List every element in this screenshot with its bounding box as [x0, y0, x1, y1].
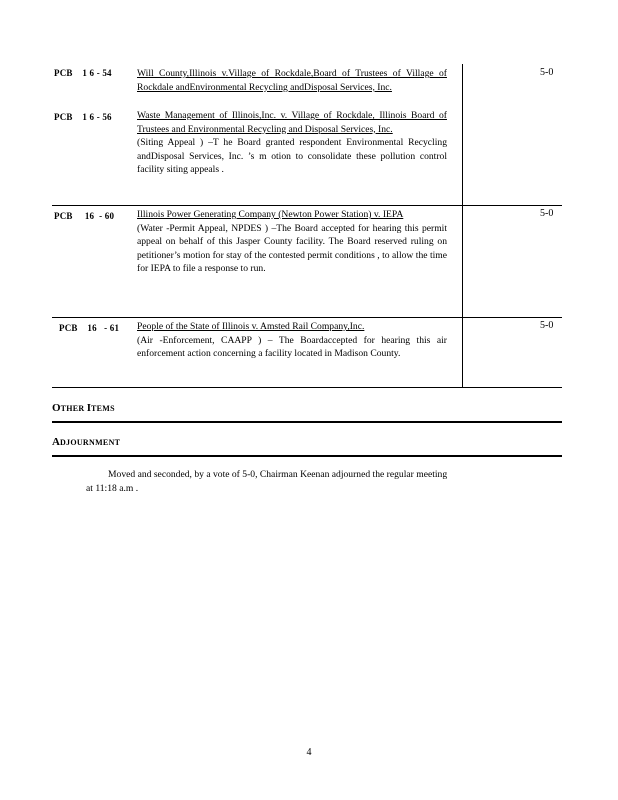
- adjournment-paragraph: [86, 468, 526, 496]
- case-title: [137, 67, 447, 94]
- case-title: [137, 208, 447, 276]
- case-number: PCB 16 - 60: [54, 211, 115, 221]
- case-number: PCB 16 - 61: [59, 323, 120, 333]
- adjournment-line-1: Moved and seconded, by a vote of 5-0, Chairman Keenan adjourned the regular meeting: [108, 469, 448, 480]
- agenda-row-1: [52, 64, 562, 206]
- column-divider: [462, 318, 463, 388]
- case-title-text: People of the State of Illinois v. Amsted Rail Company,Inc.: [137, 321, 365, 332]
- case-title: [137, 320, 447, 361]
- section-heading-adjournment: ADJOURNMENT: [52, 436, 562, 458]
- column-divider: [462, 64, 463, 206]
- adjournment-line-2: at 11:18 a.m .: [86, 483, 139, 494]
- case-title-text: Illinois Power Generating Company (Newton Power Station) v. IEPA: [137, 209, 404, 220]
- case-number: PCB 1 6 - 56: [54, 112, 112, 122]
- row-border: [52, 387, 562, 388]
- column-divider: [462, 206, 463, 318]
- case-title-text: Will County,Illinois v.Village of Rockdale,Board of Trustees of Village of Rockdale andEnvironmental Recycling andDisposal Services, Inc.: [137, 68, 447, 93]
- case-note: (Siting Appeal ) –T he Board granted respondent Environmental Recycling andDisposal Services, Inc. ’s m otion to consolidate these pollution control facility siting appeals .: [137, 137, 447, 176]
- case-note: (Water -Permit Appeal, NPDES ) –The Board accepted for hearing this permit appeal on behalf of this Jasper County facility. The Board reserved ruling on petitioner’s motion for stay of the contested permit conditions , to allow the time for IEPA to file a response to run.: [137, 222, 447, 275]
- section-rule: [52, 455, 562, 457]
- vote-result: 5-0: [540, 320, 554, 331]
- vote-result: 5-0: [540, 67, 554, 78]
- case-title: [137, 109, 447, 177]
- case-number: PCB 1 6 - 54: [54, 68, 112, 78]
- agenda-row-3: [52, 318, 562, 388]
- vote-result: 5-0: [540, 208, 554, 219]
- page-number: 4: [306, 747, 312, 758]
- agenda-row-2: [52, 206, 562, 318]
- section-heading-other-items: OTHER ITEMS: [52, 402, 562, 424]
- section-rule: [52, 421, 562, 423]
- case-note: (Air -Enforcement, CAAPP ) – The Boardaccepted for hearing this air enforcement action concerning a facility located in Madison County.: [137, 334, 447, 360]
- case-title-text: Waste Management of Illinois,Inc. v. Village of Rockdale, Illinois Board of Trustees and Environmental Recycling and Disposal Services, Inc.: [137, 110, 447, 135]
